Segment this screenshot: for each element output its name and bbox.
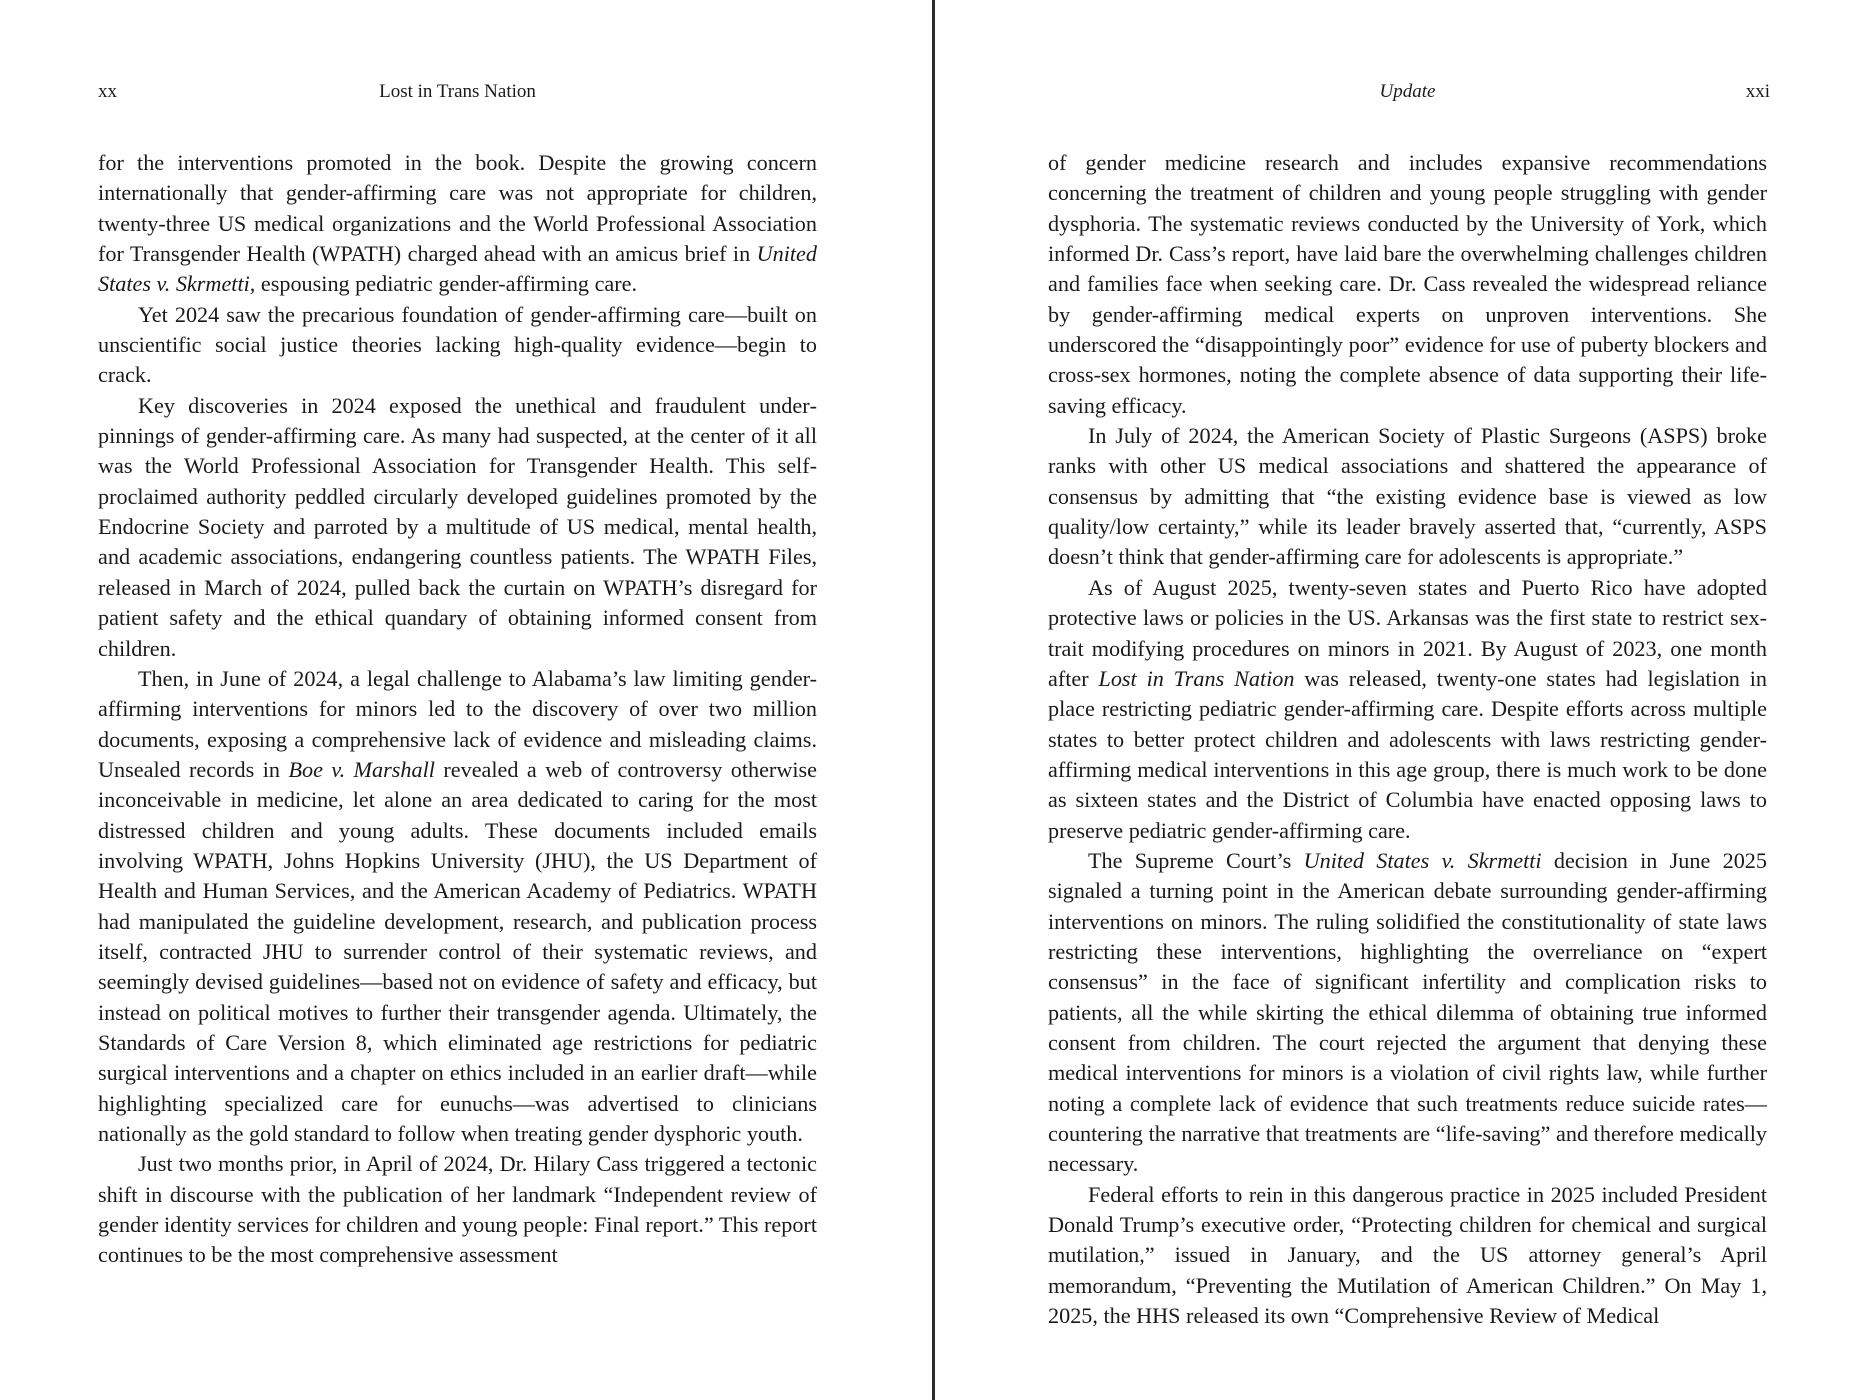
paragraph [98, 664, 817, 1150]
page-number: xxi [1745, 81, 1770, 102]
left-page [0, 0, 932, 1400]
text-run: revealed a web of controversy otherwise inconceivable in medicine, let alone an area dedicated to caring for the most distressed children and young adults. These documents included emails involving WPATH, Johns Hopkins University (JHU), the US Department of Health and Human Services, and the American Academy of Pediatrics. WPATH had manipulated the guideline development, research, and publication process itself, contracted JHU to surrender control of their systematic reviews, and seemingly devised guidelines—based not on evidence of safety and efficacy, but instead on political motives to further their transgender agenda. Ultimately, the Standards of Care Version 8, which eliminated age restrictions for pediatric surgical interventions and a chapter on ethics included in an earlier draft—while highlighting specialized care for eunuchs—was advertised to clinicians nationally as the gold standard to follow when treating gender dysphoric youth. [98, 756, 817, 1146]
text-run: Then, in June of 2024, a legal challenge to Alabama’s law limiting gender-affirming interventions for minors led to the discovery of over two million documents, exposing a comprehensive lack of evidence and misleading claims. Unsealed records in [98, 665, 817, 782]
running-head: Update [1379, 81, 1436, 102]
page-gutter [932, 0, 935, 1400]
running-head: Lost in Trans Nation [379, 81, 536, 102]
italic-run: Lost in Trans Nation [1098, 665, 1295, 691]
paragraph [98, 391, 817, 664]
text-run: The Supreme Court’s [1088, 847, 1304, 873]
paragraph [98, 148, 817, 300]
right-page [936, 0, 1866, 1400]
text-run: espousing pediatric gender-affirming care. [255, 271, 638, 297]
paragraph [1048, 421, 1767, 573]
text-run: As of August 2025, twenty-seven states and Puerto Rico have adopted protective laws or policies in the US. Arkansas was the first state to restrict sex-trait modifying procedures on minors in 2021. By August of 2023, one month after [1048, 574, 1767, 691]
paragraph [1048, 148, 1767, 421]
body-text [98, 148, 817, 1271]
italic-run: United States v. Skrmetti [1303, 847, 1542, 873]
body-text [1048, 148, 1767, 1331]
paragraph [1048, 1180, 1767, 1332]
italic-run: United States v. Skrmetti, [98, 241, 817, 297]
text-run: In July of 2024, the American Society of Plastic Surgeons (ASPS) broke ranks with other US medical associations and shattered the appearance of consensus by admitting that “the existing evidence base is viewed as low quality/low certainty,” while its leader bravely asserted that, “currently, ASPS doesn’t think that gender-affirming care for adolescents is appropriate.” [1048, 423, 1767, 570]
text-run: Yet 2024 saw the precarious foundation of gender-affirming care—built on unscientific social justice theories lacking high-quality evidence—begin to crack. [98, 301, 817, 388]
text-run: for the interventions promoted in the book. Despite the growing concern internationally that gender-affirming care was not appropriate for children, twenty-three US medical organizations and the World Professional Association for Transgender Health (WPATH) charged ahead with an amicus brief in [98, 150, 817, 267]
paragraph [98, 1149, 817, 1270]
italic-run: Boe v. Marshall [288, 756, 435, 782]
text-run: decision in June 2025 signaled a turning point in the American debate surrounding gender-affirming interventions on minors. The ruling solidified the constitutionality of state laws restricting these interventions, highlighting the overreliance on “expert consensus” in the face of significant infertility and complication risks to patients, all the while skirting the ethical dilemma of obtaining true informed consent from children. The court rejected the argument that denying these medical interventions for minors is a violation of civil rights law, while further noting a complete lack of evidence that such treatments reduce suicide rates—countering the narrative that treatments are “life-saving” and therefore medically necessary. [1048, 847, 1767, 1177]
text-run: was released, twenty-one states had legislation in place restricting pediatric gender-affirming care. Despite efforts across multiple states to better protect children and adolescents with laws restricting gender-affirming medical interventions in this age group, there is much work to be done as sixteen states and the District of Columbia have enacted opposing laws to preserve pediatric gender-affirming care. [1048, 665, 1767, 843]
text-run: Federal efforts to rein in this dangerous practice in 2025 included President Donald Trump’s executive order, “Protecting children for chemical and surgical mutilation,” issued in January, and the US attorney general’s April memorandum, “Preventing the Mutilation of American Children.” On May 1, 2025, the HHS released its own “Comprehensive Review of Medical [1048, 1181, 1767, 1329]
text-run: Just two months prior, in April of 2024, Dr. Hilary Cass triggered a tectonic shift in discourse with the publication of her landmark “Independent review of gender identity services for children and young people: Final report.” This report continues to be the most comprehensive assessment [98, 1151, 817, 1268]
paragraph [1048, 573, 1767, 846]
text-run: Key discoveries in 2024 exposed the unethical and fraudulent underpinnings of gender-affirming care. As many had suspected, at the center of it all was the World Professional Association for Transgender Health. This self-proclaimed authority peddled circularly developed guidelines promoted by the Endocrine Society and parroted by a multitude of US medical, mental health, and academic associations, endangering countless patients. The WPATH Files, released in March of 2024, pulled back the curtain on WPATH’s disregard for patient safety and the ethical quandary of obtaining informed consent from children. [98, 392, 817, 661]
text-run: of gender medicine research and includes expansive recommendations concerning the treatment of children and young people struggling with gender dysphoria. The systematic reviews conducted by the University of York, which informed Dr. Cass’s report, have laid bare the overwhelming challenges children and families face when seeking care. Dr. Cass revealed the widespread reliance by gender-affirming medical experts on unproven interventions. She underscored the “disappointingly poor” evidence for use of puberty blockers and cross-sex hormones, noting the complete absence of data supporting their life-saving efficacy. [1048, 150, 1767, 418]
page-number: xx [98, 81, 117, 102]
paragraph [1048, 846, 1767, 1180]
paragraph [98, 300, 817, 391]
